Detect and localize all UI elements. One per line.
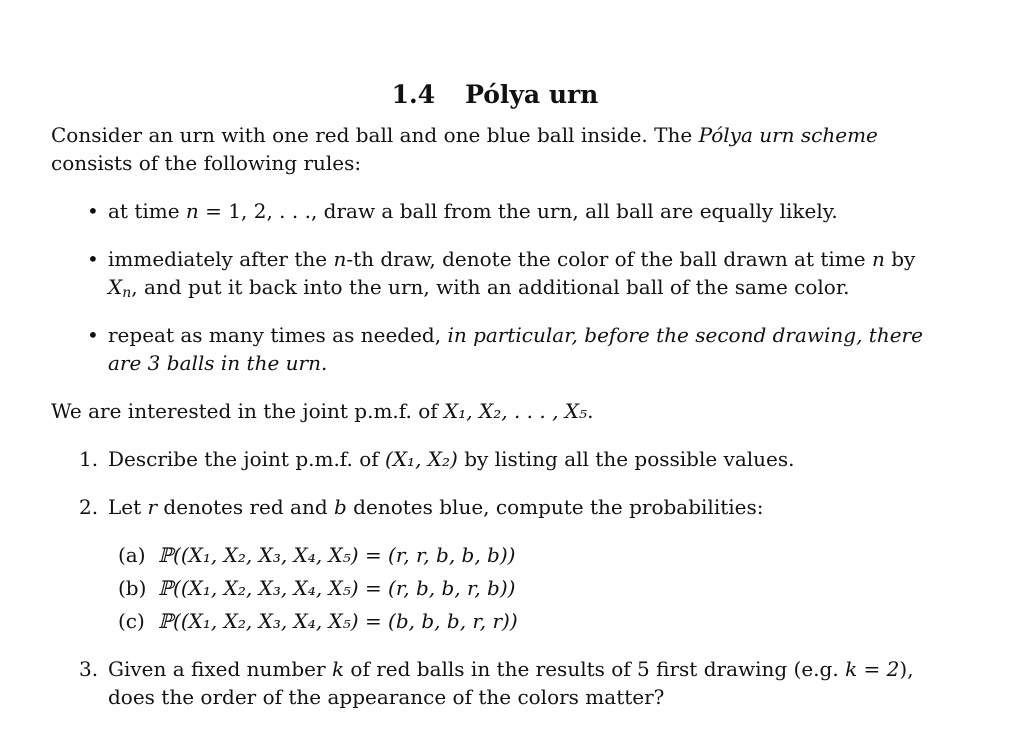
question-2 — [51, 493, 939, 635]
question-2-after: denotes blue, compute the probabilities: — [346, 495, 764, 519]
rule-2-mid: -th draw, denote the color of the ball drawn at time — [346, 247, 872, 271]
rule-3-italic: in particular, before the second drawing, there are 3 balls in the urn. — [108, 323, 923, 375]
question-1-math: (X₁, X₂) — [385, 447, 458, 471]
probability-expression: ℙ((X₁, X₂, X₃, X₄, X₅) = (r, b, b, r, b)) — [158, 576, 516, 600]
question-3-eg: k = 2 — [845, 657, 900, 681]
probability-item — [108, 607, 939, 635]
intro-text-before: Consider an urn with one red ball and one blue ball inside. The — [51, 123, 699, 147]
rule-1-eq: = 1, 2, . . ., — [198, 199, 318, 223]
probability-label: (b) — [118, 576, 147, 600]
question-3-label: 3. — [79, 657, 99, 681]
interest-before: We are interested in the joint p.m.f. of — [51, 399, 444, 423]
bullet-icon: • — [87, 323, 99, 347]
rule-item-3 — [51, 321, 939, 377]
rule-2-by: by — [884, 247, 916, 271]
question-2-before: Let — [108, 495, 148, 519]
rule-2-X: X — [108, 275, 123, 299]
question-3-k: k — [331, 657, 345, 681]
question-1-before: Describe the joint p.m.f. of — [108, 447, 386, 471]
rule-item-1 — [51, 197, 939, 225]
section-number: 1.4 — [391, 80, 436, 109]
question-2-r: r — [147, 495, 158, 519]
intro-emphasis: Pólya urn scheme — [698, 123, 878, 147]
rule-item-2 — [51, 245, 939, 301]
interest-after: . — [587, 399, 594, 423]
intro-text-after: consists of the following rules: — [51, 151, 362, 175]
interest-math: X₁, X₂, . . . , X₅ — [444, 399, 588, 423]
rule-2-after: , and put it back into the urn, with an additional ball of the same color. — [131, 275, 850, 299]
question-2-label: 2. — [79, 495, 99, 519]
rule-2-var2: n — [871, 247, 885, 271]
probability-label: (c) — [118, 609, 145, 633]
probability-list — [108, 541, 939, 635]
probability-item — [108, 574, 939, 602]
document-page — [51, 78, 939, 731]
question-3 — [51, 655, 939, 711]
rules-list — [51, 197, 939, 377]
rule-2-text: immediately after the — [108, 247, 334, 271]
bullet-icon: • — [87, 247, 99, 271]
section-title: Pólya urn — [465, 80, 599, 109]
bullet-icon: • — [87, 199, 99, 223]
question-1-after: by listing all the possible values. — [457, 447, 795, 471]
rule-2-sub: n — [122, 285, 132, 301]
question-3-before: Given a fixed number — [108, 657, 332, 681]
probability-expression: ℙ((X₁, X₂, X₃, X₄, X₅) = (r, r, b, b, b)) — [158, 543, 516, 567]
question-1 — [51, 445, 939, 473]
interest-paragraph — [51, 397, 939, 425]
question-2-mid: denotes red and — [157, 495, 335, 519]
rule-2-var: n — [333, 247, 347, 271]
questions-list — [51, 445, 939, 711]
probability-expression: ℙ((X₁, X₂, X₃, X₄, X₅) = (b, b, b, r, r)) — [158, 609, 518, 633]
question-2-b: b — [334, 495, 347, 519]
rule-1-after: draw a ball from the urn, all ball are equally likely. — [317, 199, 838, 223]
rule-1-var: n — [185, 199, 199, 223]
question-1-label: 1. — [79, 447, 99, 471]
intro-paragraph — [51, 121, 939, 177]
probability-item — [108, 541, 939, 569]
question-3-mid: of red balls in the results of 5 first drawing (e.g. — [344, 657, 846, 681]
question-3-after: ), does the order of the appearance of the colors matter? — [108, 657, 914, 709]
rule-1-text: at time — [108, 199, 186, 223]
rule-3-text: repeat as many times as needed, — [108, 323, 448, 347]
probability-label: (a) — [118, 543, 146, 567]
section-heading — [51, 78, 939, 112]
